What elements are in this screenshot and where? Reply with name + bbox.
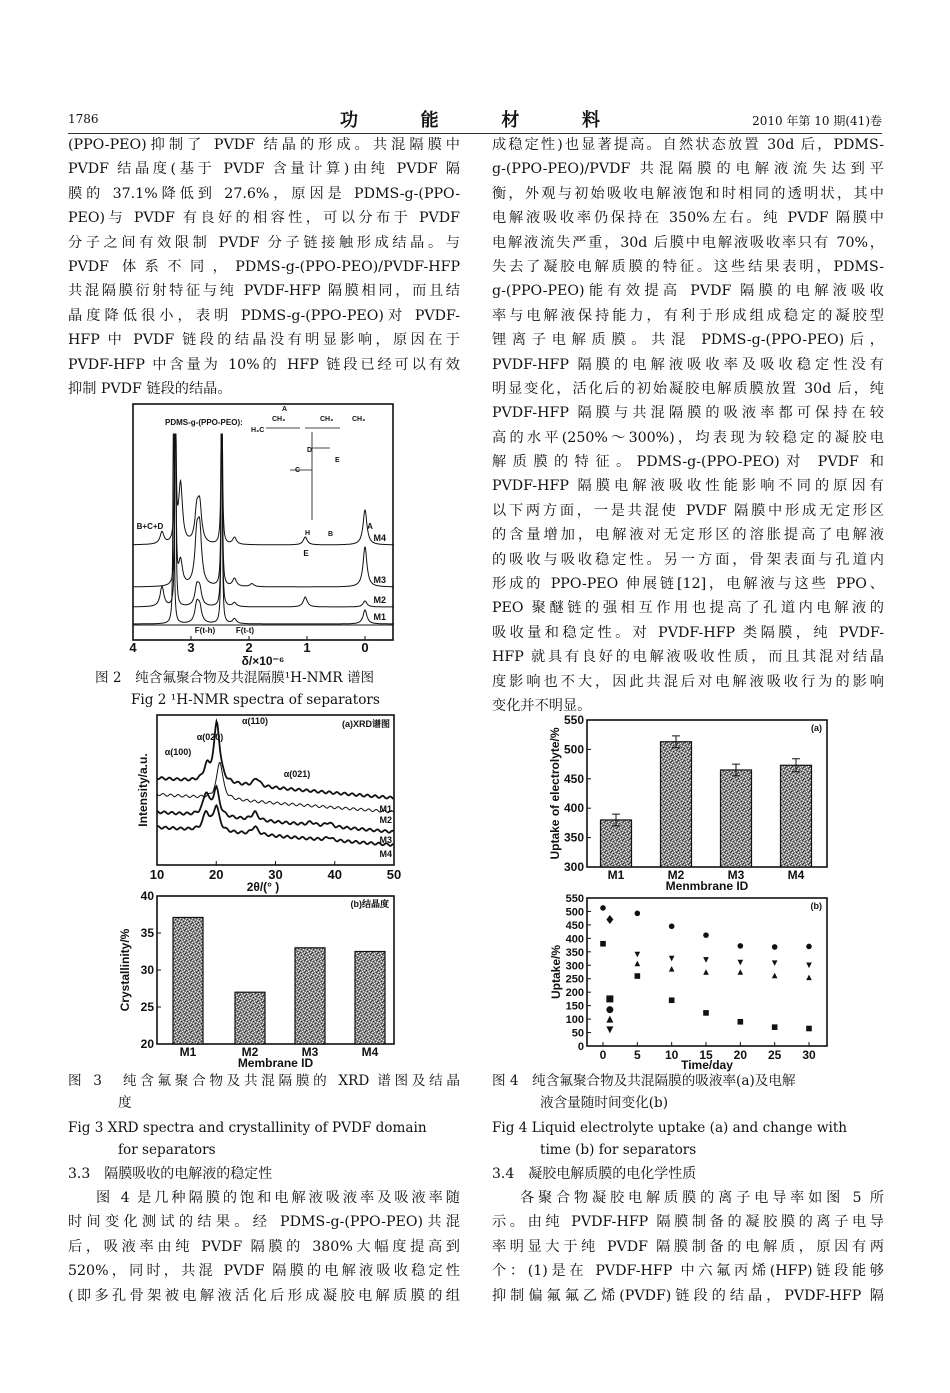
fig4b-point-circle — [669, 923, 675, 929]
fig4b-ylabel: Uptake/% — [549, 944, 563, 1000]
text-line: 明显变化，活化后的初始凝胶电解质膜放置 30d 后，纯 — [492, 380, 884, 397]
fig4b-xtick-label: 0 — [599, 1048, 607, 1062]
text-line: 晶度降低很小，表明 PDMS-g-(PPO-PEO)对 PVDF- — [68, 307, 460, 324]
fig4a-ytick-label: 350 — [563, 830, 584, 845]
fig3a-annotation: α(110) — [241, 716, 269, 726]
fig3a-curve-M3 — [157, 786, 393, 833]
text-line: 电解液吸收率仍保持在 350%左右。纯 PVDF 隔膜中 — [492, 210, 884, 227]
fig4a-xtick-label: M1 — [607, 868, 625, 882]
fig3b-bar-M2 — [235, 992, 265, 1044]
fig4b-point-circle — [703, 932, 709, 938]
fig4a-bar-M1 — [601, 820, 632, 867]
fig3a-series-label: M4 — [379, 849, 392, 859]
fig4b-xtick-label: 5 — [633, 1048, 641, 1062]
journal-char: 能 — [420, 110, 439, 131]
fig2-xtick-label: 0 — [361, 640, 369, 655]
text-line: HFP 就具有良好的电解液吸收性质，而且其混对结晶 — [492, 649, 884, 666]
fig4b-ytick-label: 150 — [565, 1000, 584, 1013]
fig4b-xtick-label: 20 — [733, 1048, 748, 1062]
text-line: 抑制 PVDF 链段的结晶。 — [68, 380, 232, 397]
fig4b-ytick-label: 400 — [565, 933, 584, 946]
text-line: (即多孔骨架被电解液活化后形成凝胶电解质膜的组 — [68, 1287, 460, 1304]
fig3b-xtick-label: M2 — [241, 1045, 259, 1059]
text-line: 度影响也不大，因此共混后对电解液吸收行为的影响 — [492, 673, 884, 690]
text-line: HFP 中 PVDF 链段的结晶没有明显影响，原因在于 — [68, 332, 460, 349]
fig2-annotation: A — [367, 522, 373, 531]
text-line: 电解液流失严重，30d 后膜中电解液吸收率只有 70%， — [492, 234, 884, 251]
fig4b-point-triangle-up — [606, 1016, 613, 1023]
fig3a-xlabel: 2θ/(° ) — [246, 880, 280, 894]
section-3-3-heading: 3.3 隔膜吸收的电解液的稳定性 — [68, 1166, 273, 1182]
fig4b-ytick-label: 50 — [571, 1027, 584, 1040]
fig4b-ytick-label: 500 — [565, 906, 584, 919]
text-line: 的含量增加，电解液对无定形区的溶胀提高了电解液 — [492, 527, 884, 544]
fig4b-title: (b) — [810, 901, 822, 911]
fig2-structure-label: A — [282, 406, 288, 413]
text-line: 成稳定性)也显著提高。自然状态放置 30d 后，PDMS- — [492, 137, 884, 153]
fig4-caption-cn-2: 液含量随时间变化(b) — [540, 1095, 669, 1111]
text-line: 个：(1)是在 PVDF-HFP 中六氟丙烯(HFP)链段能够 — [492, 1263, 884, 1280]
fig3a-curve-M1 — [157, 721, 393, 799]
fig4b-point-triangle-down — [635, 952, 641, 958]
fig3b-bar-M3 — [295, 948, 325, 1044]
fig4b-point-triangle-up — [738, 969, 744, 975]
fig4b-ytick-label: 350 — [565, 946, 584, 959]
fig4b-xtick-label: 30 — [802, 1048, 816, 1062]
fig4b-point-square — [669, 997, 675, 1003]
fig3b-ytick-label: 20 — [140, 1037, 154, 1051]
text-line: 率与电解液保持能力，有利于形成组成稳定的凝胶型 — [492, 307, 884, 324]
fig2-spectrum-M4 — [133, 434, 394, 545]
fig2-series-label: M3 — [373, 575, 386, 585]
text-line: 抑制偏氟氟乙烯(PVDF)链段的结晶，PVDF-HFP 隔 — [492, 1287, 884, 1304]
fig3a-series-label: M2 — [379, 815, 392, 825]
fig4b-ytick-label: 0 — [577, 1041, 584, 1053]
fig4-caption-en: Fig 4 Liquid electrolyte uptake (a) and change with — [492, 1120, 848, 1136]
fig2-xtick-label: 3 — [187, 640, 195, 655]
fig4a-ytick-label: 400 — [563, 801, 584, 816]
text-line: 共混隔膜衍射特征与纯 PVDF-HFP 隔膜相同，而且结 — [68, 283, 460, 300]
text-line: g-(PPO-PEO)能有效提高 PVDF 隔膜的电解液吸收 — [492, 283, 884, 300]
fig3a-xtick-label: 40 — [327, 867, 342, 882]
fig3-caption-en: Fig 3 XRD spectra and crystallinity of PVDF domain — [68, 1120, 427, 1136]
fig4b-ytick-label: 250 — [565, 973, 584, 986]
fig4b-point-square — [772, 1024, 778, 1030]
journal-char: 功 — [340, 110, 358, 131]
fig4b-point-square — [635, 973, 641, 979]
text-line: 的吸收与吸收稳定性。另一方面，骨架表面与孔道内 — [492, 551, 884, 568]
fig4b-point-circle — [806, 944, 812, 950]
fig4b-xtick-label: 25 — [767, 1048, 782, 1062]
text-line: 率明显大于纯 PVDF 隔膜制备的电解质，原因有两 — [492, 1238, 884, 1255]
fig3a-annotation: α(100) — [164, 747, 192, 757]
fig2-series-label: M2 — [373, 595, 386, 605]
fig4b-point-circle — [606, 1006, 613, 1013]
text-line: 分子之间有效限制 PVDF 分子链接触形成结晶。与 — [68, 234, 460, 251]
text-line: 示。由纯 PVDF-HFP 隔膜制备的凝胶膜的离子电导 — [492, 1214, 884, 1231]
fig4b-xtick-label: 10 — [664, 1048, 679, 1062]
fig2-xtick-label: 2 — [245, 640, 253, 655]
text-line: PVDF-HFP 隔膜的电解液吸收率及吸收稳定性没有 — [492, 356, 884, 373]
fig4b-point-triangle-down — [772, 960, 778, 966]
fig4b-ytick-label: 100 — [565, 1014, 584, 1027]
fig2-annotation: E — [303, 549, 309, 558]
text-line: 吸收量和稳定性。对 PVDF-HFP 类隔膜，纯 PVDF- — [492, 624, 884, 641]
fig2-caption-en: Fig 2 ¹H-NMR spectra of separators — [131, 692, 380, 708]
fig4b-point-square — [738, 1019, 744, 1025]
fig4b-point-circle — [635, 911, 641, 917]
fig4-caption-cn: 图 4 纯含氟聚合物及共混隔膜的吸液率(a)及电解 — [492, 1073, 796, 1089]
fig4b-ytick-label: 200 — [565, 987, 584, 1000]
text-line: g-(PPO-PEO)/PVDF 共混隔膜的电解液流失达到平 — [492, 161, 884, 178]
fig3b-xtick-label: M3 — [301, 1045, 319, 1059]
fig3a-xtick-label: 10 — [149, 867, 165, 882]
text-line: 高的水平(250%～300%)，均表现为较稳定的凝胶电 — [492, 429, 884, 446]
fig4a-ytick-label: 500 — [563, 742, 584, 757]
fig4b-point-square — [600, 941, 606, 947]
fig4b-point-circle — [772, 944, 778, 950]
fig2-structure-title: PDMS-g-(PPO-PEO): — [165, 418, 243, 427]
fig2-structure-label: CH₃ — [352, 416, 366, 423]
fig3a-series-label: M3 — [379, 835, 392, 845]
fig2-series-label: M1 — [373, 612, 386, 622]
fig3b-title: (b)结晶度 — [350, 899, 389, 909]
fig2-structure-label: H₃C — [251, 427, 265, 434]
text-line: 520%，同时，共混 PVDF 隔膜的电解液吸收稳定性 — [68, 1263, 460, 1280]
fig3b-ytick-label: 25 — [140, 1000, 154, 1014]
fig4b-point-triangle-up — [772, 973, 778, 979]
text-line: (PPO-PEO)抑制了 PVDF 结晶的形成。共混隔膜中 — [68, 137, 460, 153]
text-line: PVDF-HFP 中含量为 10%的 HFP 链段已经可以有效 — [68, 356, 460, 373]
fig3b-bar-M4 — [355, 952, 385, 1045]
text-line: 失去了凝胶电解质膜的特征。这些结果表明，PDMS- — [492, 258, 884, 275]
fig2-annotation: F(t-h) — [194, 626, 216, 635]
fig3b-ytick-label: 35 — [140, 926, 154, 940]
fig3a-annotation: α(021) — [283, 769, 311, 779]
fig3b-bar-M1 — [173, 917, 203, 1044]
fig4a-xtick-label: M4 — [787, 868, 805, 882]
text-line: 解质膜的特征。PDMS-g-(PPO-PEO)对 PVDF 和 — [492, 454, 884, 471]
fig4b-point-triangle-down — [806, 962, 812, 968]
fig2-structure-label: E — [335, 457, 340, 464]
fig2-series-label: M4 — [373, 533, 386, 543]
fig3a-annotation: α(020) — [196, 732, 224, 742]
fig4a-bar-M2 — [661, 742, 692, 867]
text-line: PVDF 结晶度(基于 PVDF 含量计算)由纯 PVDF 隔 — [68, 161, 460, 178]
fig3b-xlabel: Membrane ID — [237, 1056, 314, 1070]
fig4b-point-triangle-up — [635, 961, 641, 967]
fig4b-point-triangle-up — [806, 975, 812, 981]
fig4b-ytick-label: 450 — [565, 919, 584, 932]
text-line: PVDF-HFP 隔膜与共混隔膜的吸液率都可保持在较 — [492, 405, 884, 422]
fig2-xtick-label: 1 — [303, 640, 311, 655]
journal-char: 材 — [501, 110, 520, 131]
fig4b-point-square — [606, 995, 613, 1002]
fig2-structure-label: CH₃ — [272, 416, 286, 423]
fig2-structure-label: CH₃ — [320, 416, 334, 423]
fig4b-ytick-label: 300 — [565, 960, 584, 973]
fig3a-ylabel: Intensity/a.u. — [136, 753, 150, 827]
fig2-xtick-label: 4 — [129, 640, 137, 655]
fig3a-xtick-label: 30 — [268, 867, 283, 882]
fig4b-point-triangle-down — [703, 957, 709, 963]
text-line: PVDF 体系不同，PDMS-g-(PPO-PEO)/PVDF-HFP — [68, 258, 460, 275]
journal-char: 料 — [581, 110, 600, 131]
issue-info: 2010 年第 10 期(41)卷 — [752, 114, 882, 128]
text-line: PEO)与 PVDF 有良好的相容性，可以分布于 PVDF — [68, 210, 460, 227]
fig3b-ytick-label: 40 — [140, 889, 154, 903]
fig3a-title: (a)XRD谱图 — [341, 719, 390, 729]
text-line: 时间变化测试的结果。经 PDMS-g-(PPO-PEO)共混 — [68, 1214, 460, 1231]
fig2-annotation: F(t-t) — [235, 626, 255, 635]
text-line: 变化并不明显。 — [492, 697, 592, 714]
page-number: 1786 — [68, 112, 99, 126]
fig4b-point-circle — [600, 905, 606, 911]
fig4a-title: (a) — [811, 723, 822, 733]
text-line: 图 4 是几种隔膜的饱和电解液吸液率及吸液率随 — [96, 1190, 460, 1206]
fig3a-series-label: M1 — [379, 804, 392, 814]
fig3b-xtick-label: M4 — [361, 1045, 379, 1059]
text-line: 各聚合物凝胶电解质膜的离子电导率如图 5 所 — [520, 1190, 884, 1206]
fig2-xlabel: δ/×10⁻⁶ — [241, 654, 285, 668]
fig4a-ytick-label: 450 — [563, 771, 584, 786]
text-line: 衡，外观与初始吸收电解液饱和时相同的透明状，其中 — [492, 185, 884, 202]
fig3b-xtick-label: M1 — [179, 1045, 197, 1059]
fig3-caption-cn-2: 度 — [118, 1095, 132, 1111]
fig3a-xtick-label: 50 — [386, 867, 402, 882]
fig2-caption-cn: 图 2 纯含氟聚合物及共混隔膜¹H-NMR 谱图 — [95, 670, 375, 686]
fig3b-ylabel: Crystallinity/% — [118, 928, 132, 1012]
fig4a-xlabel: Menmbrane ID — [665, 879, 749, 893]
fig4b-ytick-label: 550 — [565, 893, 584, 905]
fig2-structure-label: H — [305, 530, 311, 537]
fig4b-point-triangle-up — [669, 966, 675, 972]
fig4b-point-triangle-down — [606, 1026, 613, 1033]
fig4b-xtick-label: 15 — [699, 1048, 713, 1062]
fig4b-point-diamond — [606, 915, 613, 924]
fig3a-curve-M4 — [157, 805, 393, 845]
fig4b-point-triangle-down — [669, 956, 675, 962]
text-line: 以下两方面，一是共混使 PVDF 隔膜中形成无定形区 — [492, 502, 884, 519]
fig3b-ytick-label: 30 — [140, 963, 154, 977]
fig4a-ylabel: Uptake of electrolyte/% — [548, 727, 562, 860]
fig4a-bar-M3 — [721, 770, 752, 867]
fig4b-point-triangle-down — [738, 960, 744, 966]
fig2-structure-label: B — [328, 531, 334, 538]
fig4b-point-square — [703, 1010, 709, 1016]
text-line: 后，吸液率由纯 PVDF 隔膜的 380%大幅度提高到 — [68, 1238, 460, 1255]
fig2-structure-label: D — [307, 447, 313, 454]
text-line: 形成的 PPO-PEO 伸展链[12]，电解液与这些 PPO、 — [492, 576, 884, 593]
fig4b-xlabel: Time/day — [681, 1058, 733, 1072]
fig2-structure-bonds — [266, 428, 340, 520]
section-3-4-heading: 3.4 凝胶电解质膜的电化学性质 — [492, 1166, 697, 1182]
fig4-caption-en-2: time (b) for separators — [540, 1142, 697, 1158]
text-line: PVDF-HFP 隔膜电解液吸收性能影响不同的原因有 — [492, 478, 884, 495]
fig3-caption-en-2: for separators — [118, 1142, 216, 1158]
text-line: PEO 聚醚链的强相互作用也提高了孔道内电解液的 — [492, 600, 884, 617]
fig4b-point-square — [806, 1026, 812, 1032]
fig4a-xtick-label: M2 — [667, 868, 685, 882]
text-line: 锂离子电解质膜。共混 PDMS-g-(PPO-PEO)后， — [492, 332, 884, 349]
fig4b-point-circle — [738, 943, 744, 949]
fig2-annotation: B+C+D — [136, 522, 164, 531]
fig4a-ytick-label: 300 — [563, 860, 584, 874]
fig4b-point-triangle-up — [703, 969, 709, 975]
fig4a-ytick-label: 550 — [563, 713, 584, 727]
fig3-caption-cn: 图 3 纯含氟聚合物及共混隔膜的 XRD 谱图及结晶 — [68, 1073, 460, 1089]
fig2-structure-label: C — [295, 467, 301, 474]
text-line: 膜的 37.1%降低到 27.6%，原因是 PDMS-g-(PPO- — [68, 185, 460, 202]
fig3a-xtick-label: 20 — [209, 867, 224, 882]
fig4a-xtick-label: M3 — [727, 868, 745, 882]
fig4a-bar-M4 — [781, 765, 812, 867]
